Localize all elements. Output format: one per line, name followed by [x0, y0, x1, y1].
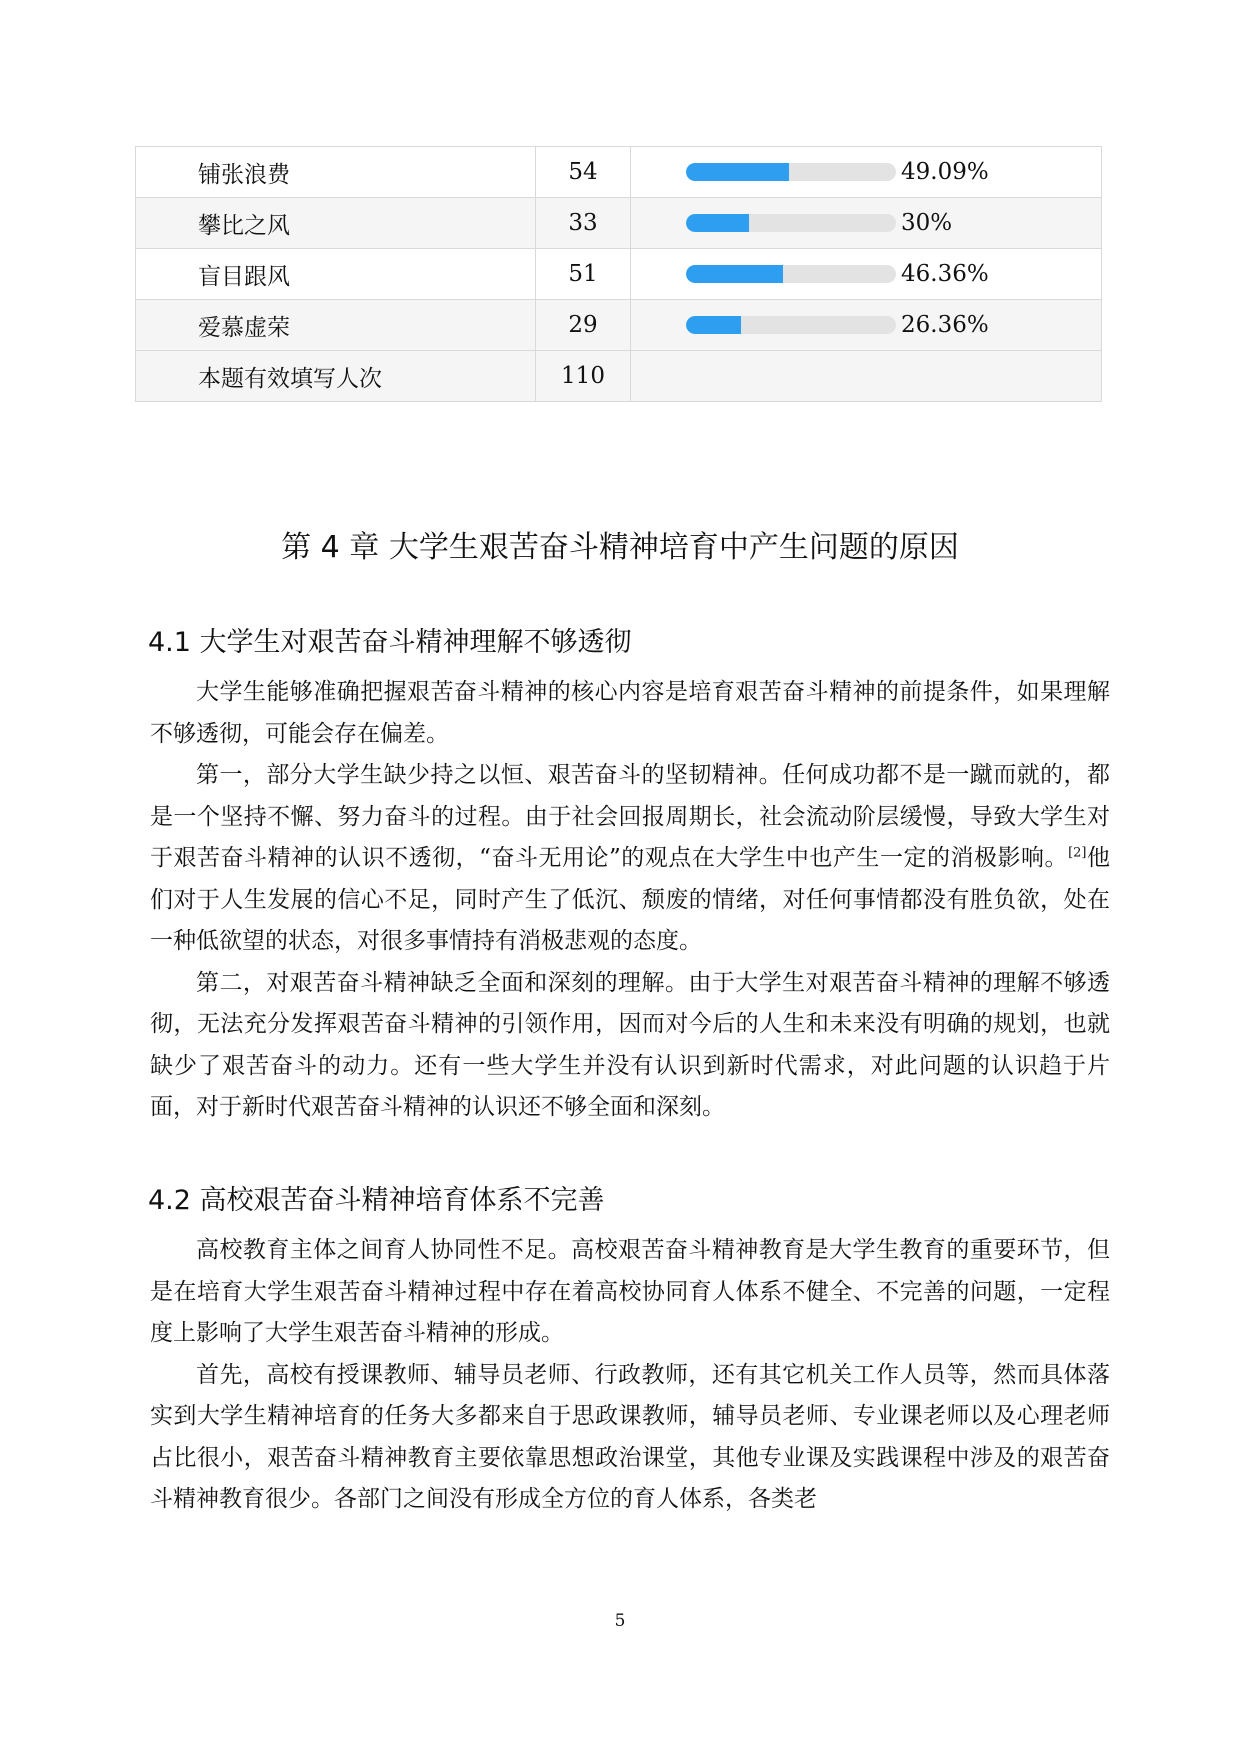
total-count: 110 — [536, 351, 631, 402]
section-4-1-body — [150, 672, 1110, 1129]
paragraph: 高校教育主体之间育人协同性不足。高校艰苦奋斗精神教育是大学生教育的重要环节，但是在培育大学生艰苦奋斗精神过程中存在着高校协同育人体系不健全、不完善的问题，一定程度上影响了大学生艰苦奋斗精神的形成。 — [150, 1237, 1110, 1346]
progress-bar-fill — [686, 265, 783, 283]
survey-result-table — [135, 146, 1102, 402]
option-count: 54 — [536, 147, 631, 198]
option-proportion — [631, 147, 1102, 198]
paragraph: 第一，部分大学生缺少持之以恒、艰苦奋斗的坚韧精神。任何成功都不是一蹴而就的，都是一个坚持不懈、努力奋斗的过程。由于社会回报周期长，社会流动阶层缓慢，导致大学生对于艰苦奋斗精神的认识不透彻，“奋斗无用论”的观点在大学生中也产生一定的消极影响。[2]他们对于人生发展的信心不足，同时产生了低沉、颓废的情绪，对任何事情都没有胜负欲，处在一种低欲望的状态，对很多事情持有消极悲观的态度。 — [150, 762, 1110, 954]
option-count: 29 — [536, 300, 631, 351]
option-percent: 26.36% — [901, 312, 989, 338]
option-label: 爱慕虚荣 — [136, 300, 536, 351]
progress-bar-fill — [686, 214, 749, 232]
empty-cell — [631, 351, 1102, 402]
progress-bar-track — [686, 163, 896, 181]
progress-bar-fill — [686, 316, 741, 334]
table-total-row — [136, 351, 1102, 402]
table-row — [136, 249, 1102, 300]
progress-bar-track — [686, 316, 896, 334]
option-proportion — [631, 300, 1102, 351]
option-count: 51 — [536, 249, 631, 300]
option-label: 铺张浪费 — [136, 147, 536, 198]
paragraph: 第二，对艰苦奋斗精神缺乏全面和深刻的理解。由于大学生对艰苦奋斗精神的理解不够透彻，无法充分发挥艰苦奋斗精神的引领作用，因而对今后的人生和未来没有明确的规划，也就缺少了艰苦奋斗的动力。还有一些大学生并没有认识到新时代需求，对此问题的认识趋于片面，对于新时代艰苦奋斗精神的认识还不够全面和深刻。 — [150, 969, 1110, 1120]
option-proportion — [631, 249, 1102, 300]
paragraph: 大学生能够准确把握艰苦奋斗精神的核心内容是培育艰苦奋斗精神的前提条件，如果理解不够透彻，可能会存在偏差。 — [150, 679, 1110, 747]
option-count: 33 — [536, 198, 631, 249]
page-number: 5 — [614, 1611, 626, 1631]
paragraph: 首先，高校有授课教师、辅导员老师、行政教师，还有其它机关工作人员等，然而具体落实到大学生精神培育的任务大多都来自于思政课教师，辅导员老师、专业课老师以及心理老师占比很小，艰苦奋斗精神教育主要依靠思想政治课堂，其他专业课及实践课程中涉及的艰苦奋斗精神教育很少。各部门之间没有形成全方位的育人体系，各类老 — [150, 1361, 1110, 1512]
progress-bar-track — [686, 214, 896, 232]
section-4-2-body — [150, 1230, 1110, 1521]
table-row — [136, 300, 1102, 351]
section-4-1-title: 4.1 大学生对艰苦奋斗精神理解不够透彻 — [148, 627, 632, 658]
section-4-2-title: 4.2 高校艰苦奋斗精神培育体系不完善 — [148, 1185, 605, 1216]
option-percent: 49.09% — [901, 159, 989, 185]
table-row — [136, 198, 1102, 249]
option-proportion — [631, 198, 1102, 249]
chapter-title: 第 4 章 大学生艰苦奋斗精神培育中产生问题的原因 — [281, 530, 959, 565]
table-row — [136, 147, 1102, 198]
option-label: 攀比之风 — [136, 198, 536, 249]
total-label: 本题有效填写人次 — [136, 351, 536, 402]
option-percent: 30% — [901, 210, 953, 236]
progress-bar-fill — [686, 163, 789, 181]
option-percent: 46.36% — [901, 261, 989, 287]
option-label: 盲目跟风 — [136, 249, 536, 300]
progress-bar-track — [686, 265, 896, 283]
citation-ref[interactable]: [2] — [1068, 845, 1087, 861]
